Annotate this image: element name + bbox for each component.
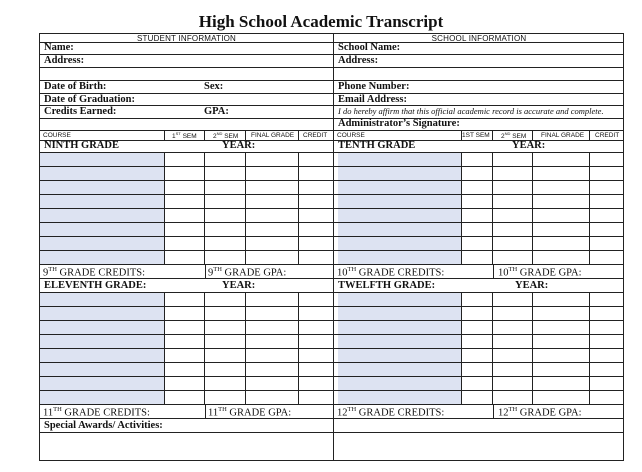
eleventh-grade-title: ELEVENTH GRADE: bbox=[44, 280, 147, 291]
sem2-col-right: 2ND SEM bbox=[501, 131, 527, 141]
grid-row-line bbox=[39, 166, 333, 167]
dob-label: Date of Birth: bbox=[44, 81, 107, 92]
grid-row-line bbox=[39, 250, 333, 251]
grid-col-line bbox=[205, 404, 206, 418]
special-awards-label: Special Awards/ Activities: bbox=[44, 420, 163, 431]
grid-row-line bbox=[333, 222, 624, 223]
school-name-label: School Name: bbox=[338, 42, 401, 53]
center-divider bbox=[333, 33, 334, 461]
grid-col-line bbox=[245, 292, 246, 404]
grid-col-line bbox=[164, 152, 165, 264]
twelfth-credits-label: 12TH GRADE CREDITS: bbox=[337, 406, 445, 419]
tenth-grade-title: TENTH GRADE bbox=[338, 140, 416, 151]
grid-col-line bbox=[493, 264, 494, 278]
sex-label: Sex: bbox=[204, 81, 224, 92]
grid-col-line bbox=[245, 152, 246, 264]
grid-col-line bbox=[589, 292, 590, 404]
grid-row-line bbox=[39, 236, 333, 237]
eleventh-credits-label: 11TH GRADE CREDITS: bbox=[43, 406, 150, 419]
grid-row-line bbox=[39, 292, 333, 293]
grid-col-line bbox=[532, 292, 533, 404]
grid-row-line bbox=[39, 306, 333, 307]
grid-row-line bbox=[39, 152, 333, 153]
student-info-header: STUDENT INFORMATION bbox=[136, 34, 237, 43]
eleventh-year-label: YEAR: bbox=[222, 280, 256, 291]
grid-row-line bbox=[39, 320, 333, 321]
credit-col-right: CREDIT bbox=[595, 132, 620, 139]
grid-col-line bbox=[205, 264, 206, 278]
ninth-year-label: YEAR: bbox=[222, 140, 256, 151]
phone-label: Phone Number: bbox=[338, 81, 410, 92]
grid-col-line bbox=[532, 152, 533, 264]
graduation-date-label: Date of Graduation: bbox=[44, 94, 135, 105]
eleventh-gpa-label: 11TH GRADE GPA: bbox=[208, 406, 292, 419]
sem1-col-right: 1ST SEM bbox=[462, 132, 490, 139]
gpa-label: GPA: bbox=[204, 106, 229, 117]
grid-row-line bbox=[333, 362, 624, 363]
tenth-gpa-label: 10TH GRADE GPA: bbox=[498, 266, 582, 279]
grid-row-line bbox=[333, 152, 624, 153]
grid-row-line bbox=[39, 404, 624, 405]
school-info-header: SCHOOL INFORMATION bbox=[431, 34, 527, 43]
grid-col-line bbox=[204, 152, 205, 264]
tenth-credits-label: 10TH GRADE CREDITS: bbox=[337, 266, 445, 279]
page-title: High School Academic Transcript bbox=[198, 12, 444, 31]
grid-row-line bbox=[39, 376, 333, 377]
grid-row-line bbox=[39, 194, 333, 195]
twelfth-grade-title: TWELFTH GRADE: bbox=[338, 280, 436, 291]
grid-row-line bbox=[333, 208, 624, 209]
grid-row-line bbox=[333, 194, 624, 195]
signature-label: Administrator’s Signature: bbox=[338, 118, 460, 129]
tenth-year-label: YEAR: bbox=[512, 140, 546, 151]
grid-row-line bbox=[333, 348, 624, 349]
grid-row-line bbox=[39, 432, 624, 433]
grid-col-line bbox=[204, 292, 205, 404]
sem2-col-left: 2ND SEM bbox=[213, 131, 239, 141]
grid-row-line bbox=[39, 264, 624, 265]
grid-row-line bbox=[333, 390, 624, 391]
grid-row-line bbox=[39, 222, 333, 223]
ninth-gpa-label: 9TH GRADE GPA: bbox=[208, 266, 287, 279]
grid-row-line bbox=[39, 278, 624, 279]
affirmation-text: I do hereby affirm that this official academic record is accurate and complete. bbox=[338, 106, 604, 116]
grid-row-line bbox=[39, 334, 333, 335]
sem1-col-left: 1ST SEM bbox=[172, 131, 197, 141]
ninth-credits-label: 9TH GRADE CREDITS: bbox=[43, 266, 146, 279]
name-label: Name: bbox=[44, 42, 74, 53]
email-label: Email Address: bbox=[338, 94, 407, 105]
grid-row-line bbox=[333, 306, 624, 307]
grid-row-line bbox=[39, 390, 333, 391]
twelfth-gpa-label: 12TH GRADE GPA: bbox=[498, 406, 582, 419]
grid-row-line bbox=[39, 208, 333, 209]
grid-row-line bbox=[39, 362, 333, 363]
grid-col-line bbox=[492, 292, 493, 404]
student-address-label: Address: bbox=[44, 55, 85, 66]
grid-row-line bbox=[39, 460, 624, 461]
grid-col-line bbox=[298, 152, 299, 264]
grid-col-line bbox=[492, 152, 493, 264]
grid-row-line bbox=[333, 334, 624, 335]
grid-col-line bbox=[164, 292, 165, 404]
ninth-grade-title: NINTH GRADE bbox=[44, 140, 119, 151]
course-col-left: COURSE bbox=[43, 132, 71, 139]
grid-row-line bbox=[333, 236, 624, 237]
final-grade-col-left: FINAL GRADE bbox=[251, 132, 295, 139]
grid-row-line bbox=[39, 418, 624, 419]
credit-col-left: CREDIT bbox=[303, 132, 328, 139]
grid-col-line bbox=[589, 152, 590, 264]
grid-row-line bbox=[333, 166, 624, 167]
grid-col-line bbox=[493, 404, 494, 418]
school-address-label: Address: bbox=[338, 55, 379, 66]
credits-earned-label: Credits Earned: bbox=[44, 106, 117, 117]
final-grade-col-right: FINAL GRADE bbox=[541, 132, 585, 139]
grid-row-line bbox=[39, 180, 333, 181]
grid-row-line bbox=[39, 348, 333, 349]
grid-row-line bbox=[333, 376, 624, 377]
grid-row-line bbox=[333, 320, 624, 321]
grid-row-line bbox=[333, 292, 624, 293]
grid-col-line bbox=[461, 152, 462, 264]
grid-row-line bbox=[333, 250, 624, 251]
grid-col-line bbox=[298, 292, 299, 404]
twelfth-year-label: YEAR: bbox=[515, 280, 549, 291]
course-col-right: COURSE bbox=[337, 132, 365, 139]
grid-col-line bbox=[461, 292, 462, 404]
grid-row-line bbox=[333, 180, 624, 181]
